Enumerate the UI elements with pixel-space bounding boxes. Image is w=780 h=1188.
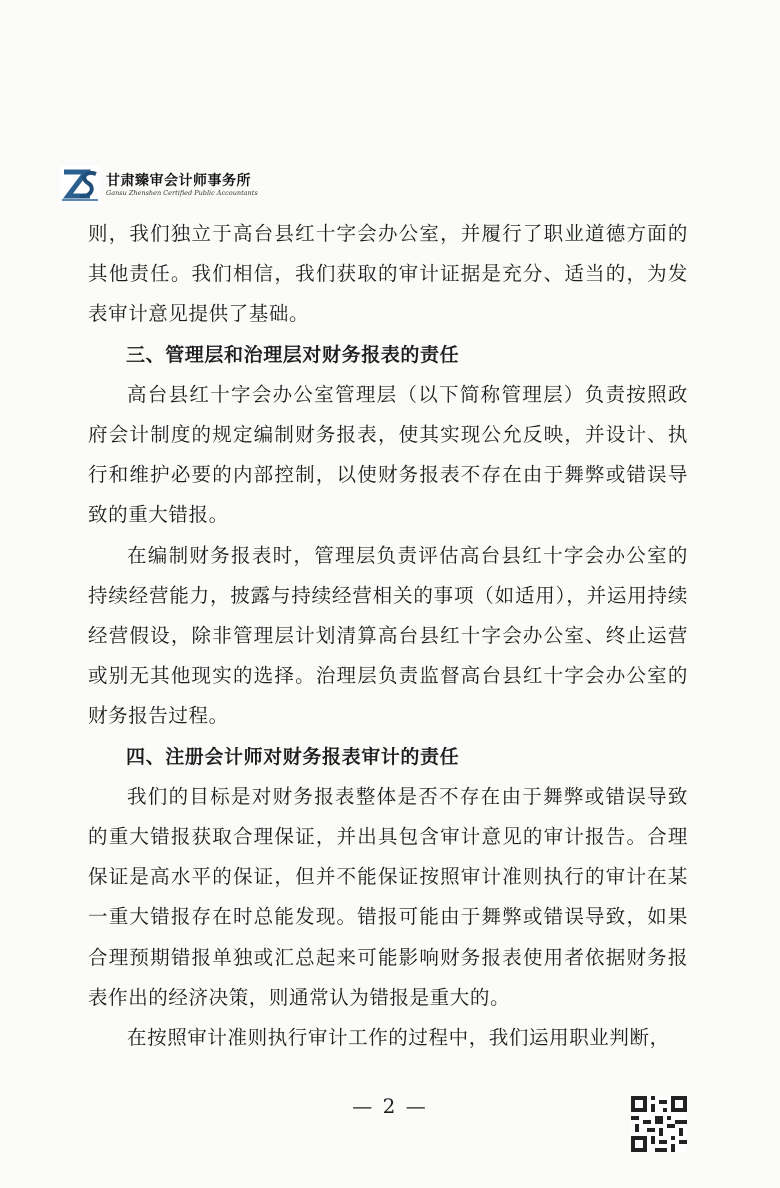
paragraph: 在按照审计准则执行审计工作的过程中，我们运用职业判断， xyxy=(127,1026,670,1050)
firm-logo xyxy=(60,166,100,204)
page-number: — 2 — xyxy=(352,1094,428,1118)
qr-code xyxy=(631,1096,687,1152)
firm-name-en: Gansu Zhenshen Certified Public Accountants xyxy=(106,188,258,197)
section-heading-4: 四、注册会计师对财务报表审计的责任 xyxy=(126,745,460,768)
firm-name-cn: 甘肃臻审会计师事务所 xyxy=(106,172,251,189)
report-body xyxy=(88,214,688,1058)
paragraph-continuation: 则，我们独立于高台县红十字会办公室，并履行了职业道德方面的其他责任。我们相信，我们获取的审计证据是充分、适当的，为发表审计意见提供了基础。 xyxy=(88,222,688,326)
letterhead xyxy=(60,166,258,204)
paragraph: 高台县红十字会办公室管理层（以下简称管理层）负责按照政府会计制度的规定编制财务报表，使其实现公允反映，并设计、执行和维护必要的内部控制，以使财务报表不存在由于舞弊或错误导致的重大错报。 xyxy=(88,382,688,527)
section-heading-3: 三、管理层和治理层对财务报表的责任 xyxy=(126,343,460,366)
paragraph: 我们的目标是对财务报表整体是否不存在由于舞弊或错误导致的重大错报获取合理保证，并出具包含审计意见的审计报告。合理保证是高水平的保证，但并不能保证按照审计准则执行的审计在某一重大错报存在时总能发现。错报可能由于舞弊或错误导致，如果合理预期错报单独或汇总起来可能影响财务报表使用者依据财务报表作出的经济决策，则通常认为错报是重大的。 xyxy=(88,784,688,1009)
paragraph: 在编制财务报表时，管理层负责评估高台县红十字会办公室的持续经营能力，披露与持续经营相关的事项（如适用），并运用持续经营假设，除非管理层计划清算高台县红十字会办公室、终止运营或别无其他现实的选择。治理层负责监督高台县红十字会办公室的财务报告过程。 xyxy=(88,543,688,728)
